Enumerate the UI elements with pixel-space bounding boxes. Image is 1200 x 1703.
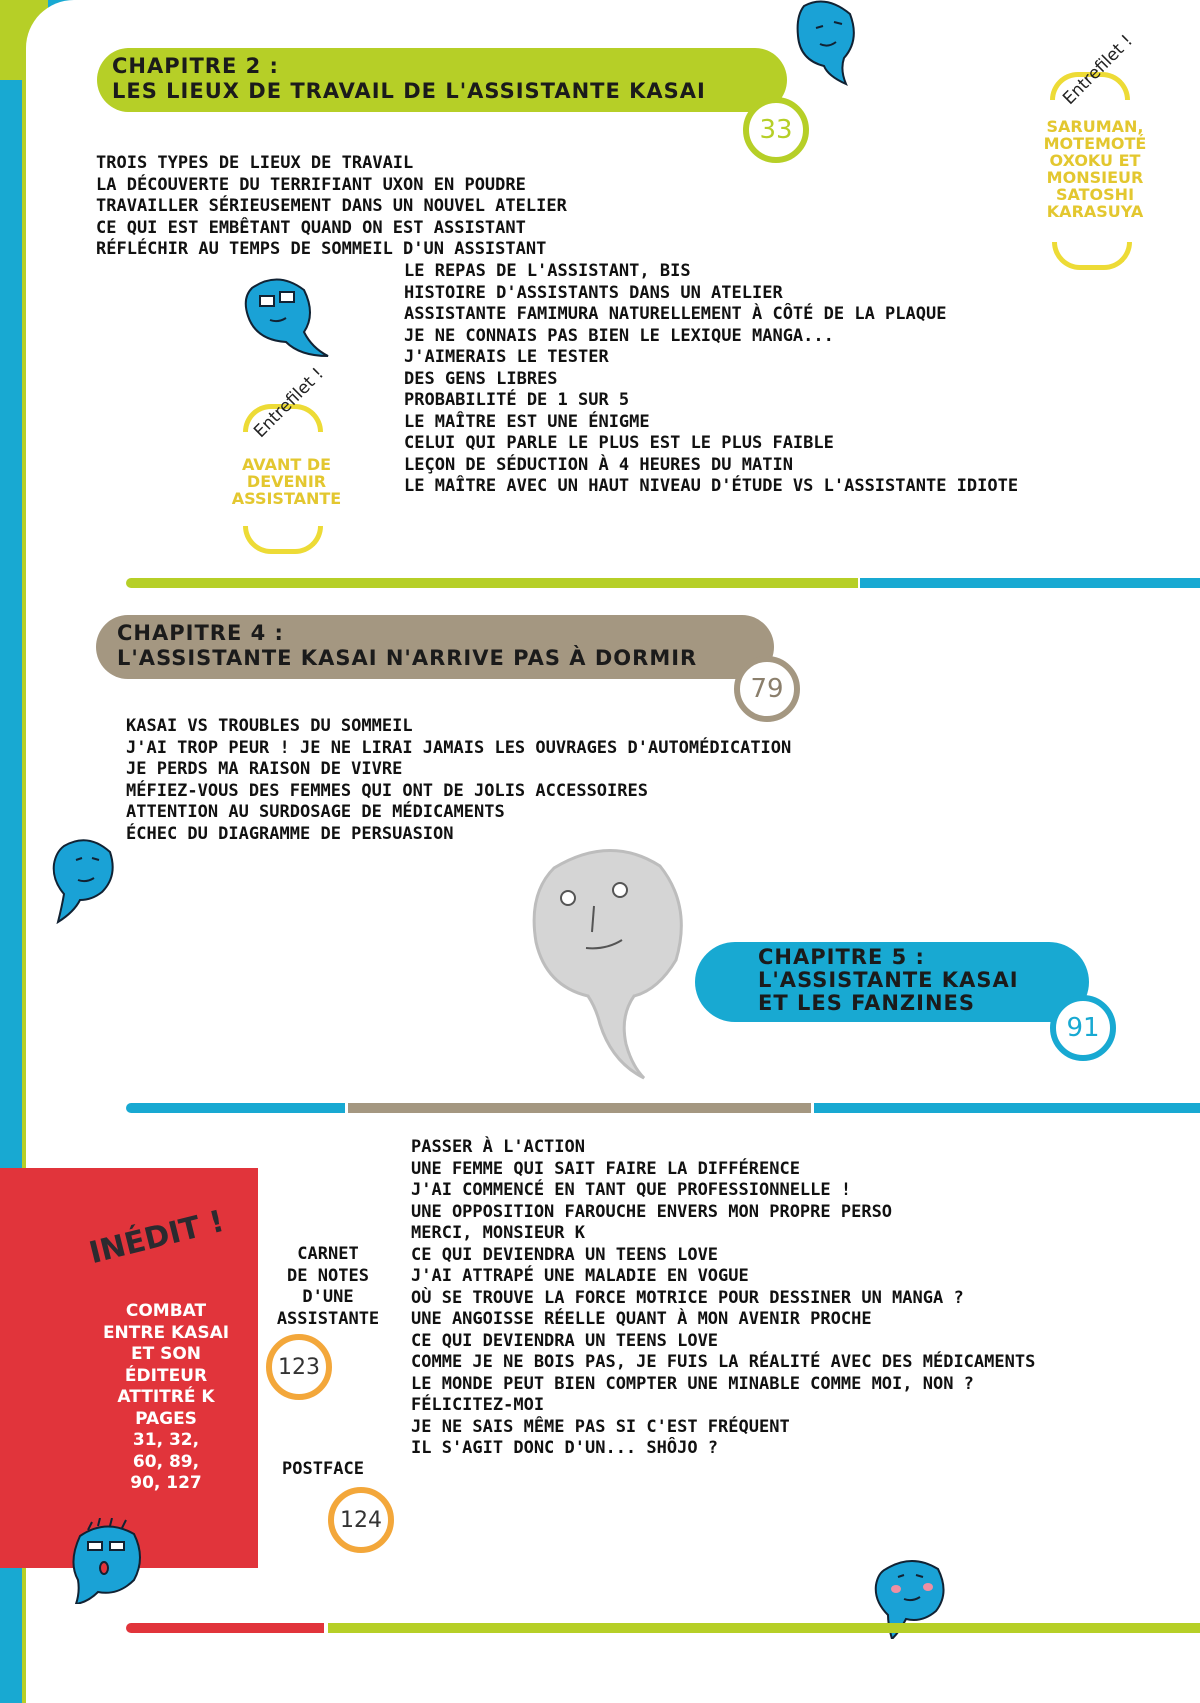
list-item[interactable]: COMME JE NE BOIS PAS, JE FUIS LA RÉALITÉ AVEC DES MÉDICAMENTS [411, 1352, 1036, 1372]
chapter2-page-number[interactable]: 33 [743, 97, 809, 163]
list-item[interactable]: ATTENTION AU SURDOSAGE DE MÉDICAMENTS [126, 802, 505, 822]
list-item[interactable]: LE MONDE PEUT BIEN COMPTER UNE MINABLE COMME MOI, NON ? [411, 1373, 974, 1394]
list-item[interactable]: MÉFIEZ-VOUS DES FEMMES QUI ONT DE JOLIS ACCESSOIRES [126, 780, 648, 801]
separator-blue [814, 1103, 1200, 1113]
list-item[interactable]: LE MAÎTRE EST UNE ÉNIGME [404, 411, 650, 432]
chapter2-list-right [404, 261, 1018, 498]
list-item[interactable]: IL S'AGIT DONC D'UN... SHÔJO ? [411, 1438, 719, 1458]
list-item[interactable]: TROIS TYPES DE LIEUX DE TRAVAIL [96, 153, 414, 173]
blue-ghost-icon [50, 836, 120, 924]
list-item[interactable]: ASSISTANTE FAMIMURA NATURELLEMENT À CÔTÉ DE LA PLAQUE [404, 304, 947, 324]
list-item[interactable]: J'AIMERAIS LE TESTER [404, 347, 609, 367]
list-item[interactable]: LEÇON DE SÉDUCTION À 4 HEURES DU MATIN [404, 454, 793, 475]
list-item[interactable]: LA DÉCOUVERTE DU TERRIFIANT UXON EN POUDRE [96, 174, 526, 195]
list-item[interactable]: J'AI ATTRAPÉ UNE MALADIE EN VOGUE [411, 1266, 749, 1286]
entrefilet-left-label: Entrefilet ! [250, 364, 328, 442]
list-item[interactable]: RÉFLÉCHIR AU TEMPS DE SOMMEIL D'UN ASSISTANT [96, 239, 547, 259]
chapter4-list [126, 716, 791, 845]
blue-ghost-glasses-icon [68, 1518, 148, 1604]
list-item[interactable]: LE MAÎTRE AVEC UN HAUT NIVEAU D'ÉTUDE VS L'ASSISTANTE IDIOTE [404, 476, 1019, 496]
list-item[interactable]: TRAVAILLER SÉRIEUSEMENT DANS UN NOUVEL ATELIER [96, 196, 567, 216]
list-item[interactable]: LE REPAS DE L'ASSISTANT, BIS [404, 261, 691, 281]
entrefilet-right-label: Entrefilet ! [1059, 31, 1137, 109]
postface-page-number[interactable]: 124 [328, 1487, 394, 1553]
carnet-page-number[interactable]: 123 [266, 1334, 332, 1400]
list-item[interactable]: UNE ANGOISSE RÉELLE QUANT À MON AVENIR PROCHE [411, 1309, 872, 1329]
chapter5-title: CHAPITRE 5 : L'ASSISTANTE KASAI ET LES FANZINES [758, 945, 1019, 1015]
chapter2-title: CHAPITRE 2 : LES LIEUX DE TRAVAIL DE L'ASSISTANTE KASAI [112, 54, 706, 103]
carnet-title: CARNET DE NOTES D'UNE ASSISTANTE [276, 1244, 380, 1329]
chapter5-page-number[interactable]: 91 [1050, 995, 1116, 1061]
separator-taupe [348, 1103, 811, 1113]
grey-ghost-icon [528, 846, 692, 1082]
list-item[interactable]: HISTOIRE D'ASSISTANTS DANS UN ATELIER [404, 282, 783, 303]
list-item[interactable]: DES GENS LIBRES [404, 368, 558, 389]
list-item[interactable]: OÙ SE TROUVE LA FORCE MOTRICE POUR DESSINER UN MANGA ? [411, 1287, 964, 1308]
list-item[interactable]: JE NE CONNAIS PAS BIEN LE LEXIQUE MANGA... [404, 325, 834, 346]
list-item[interactable]: ÉCHEC DU DIAGRAMME DE PERSUASION [126, 823, 454, 844]
separator-blue [860, 578, 1200, 588]
list-item[interactable]: J'AI TROP PEUR ! JE NE LIRAI JAMAIS LES OUVRAGES D'AUTOMÉDICATION [126, 737, 792, 758]
entrefilet-right-text: SARUMAN, MOTEMOTÉ OXOKU ET MONSIEUR SATOSHI KARASUYA [1043, 117, 1147, 221]
separator-blue [126, 1103, 345, 1113]
blue-ghost-icon [790, 0, 862, 86]
entrefilet-left-text: AVANT DE DEVENIR ASSISTANTE [231, 455, 342, 508]
list-item[interactable]: CE QUI DEVIENDRA UN TEENS LOVE [411, 1330, 719, 1351]
list-item[interactable]: J'AI COMMENCÉ EN TANT QUE PROFESSIONNELLE ! [411, 1180, 852, 1200]
list-item[interactable]: CE QUI DEVIENDRA UN TEENS LOVE [411, 1244, 719, 1265]
list-item[interactable]: CELUI QUI PARLE LE PLUS EST LE PLUS FAIBLE [404, 433, 834, 453]
chapter4-page-number[interactable]: 79 [734, 656, 800, 722]
separator-green [328, 1623, 1200, 1633]
inedit-text: COMBAT ENTRE KASAI ET SON ÉDITEUR ATTITRÉ K PAGES 31, 32, 60, 89, 90, 127 [102, 1301, 230, 1493]
carnet-list [411, 1137, 1035, 1460]
list-item[interactable]: UNE OPPOSITION FAROUCHE ENVERS MON PROPRE PERSO [411, 1201, 893, 1222]
separator-red [126, 1623, 324, 1633]
chapter4-title: CHAPITRE 4 : L'ASSISTANTE KASAI N'ARRIVE PAS À DORMIR [117, 621, 698, 670]
glasses-ghost-icon [238, 270, 330, 362]
list-item[interactable]: JE PERDS MA RAISON DE VIVRE [126, 759, 403, 779]
separator-green [126, 578, 858, 588]
list-item[interactable]: JE NE SAIS MÊME PAS SI C'EST FRÉQUENT [411, 1416, 790, 1437]
inedit-label: INÉDIT ! [85, 1203, 228, 1272]
list-item[interactable]: MERCI, MONSIEUR K [411, 1223, 585, 1243]
list-item[interactable]: CE QUI EST EMBÊTANT QUAND ON EST ASSISTANT [96, 217, 526, 238]
chapter2-list-left [96, 153, 567, 261]
list-item[interactable]: PASSER À L'ACTION [411, 1137, 585, 1157]
list-item[interactable]: UNE FEMME QUI SAIT FAIRE LA DIFFÉRENCE [411, 1158, 800, 1179]
postface-title[interactable]: POSTFACE [282, 1459, 364, 1479]
list-item[interactable]: KASAI VS TROUBLES DU SOMMEIL [126, 716, 413, 736]
list-item[interactable]: PROBABILITÉ DE 1 SUR 5 [404, 390, 630, 410]
list-item[interactable]: FÉLICITEZ-MOI [411, 1395, 545, 1415]
